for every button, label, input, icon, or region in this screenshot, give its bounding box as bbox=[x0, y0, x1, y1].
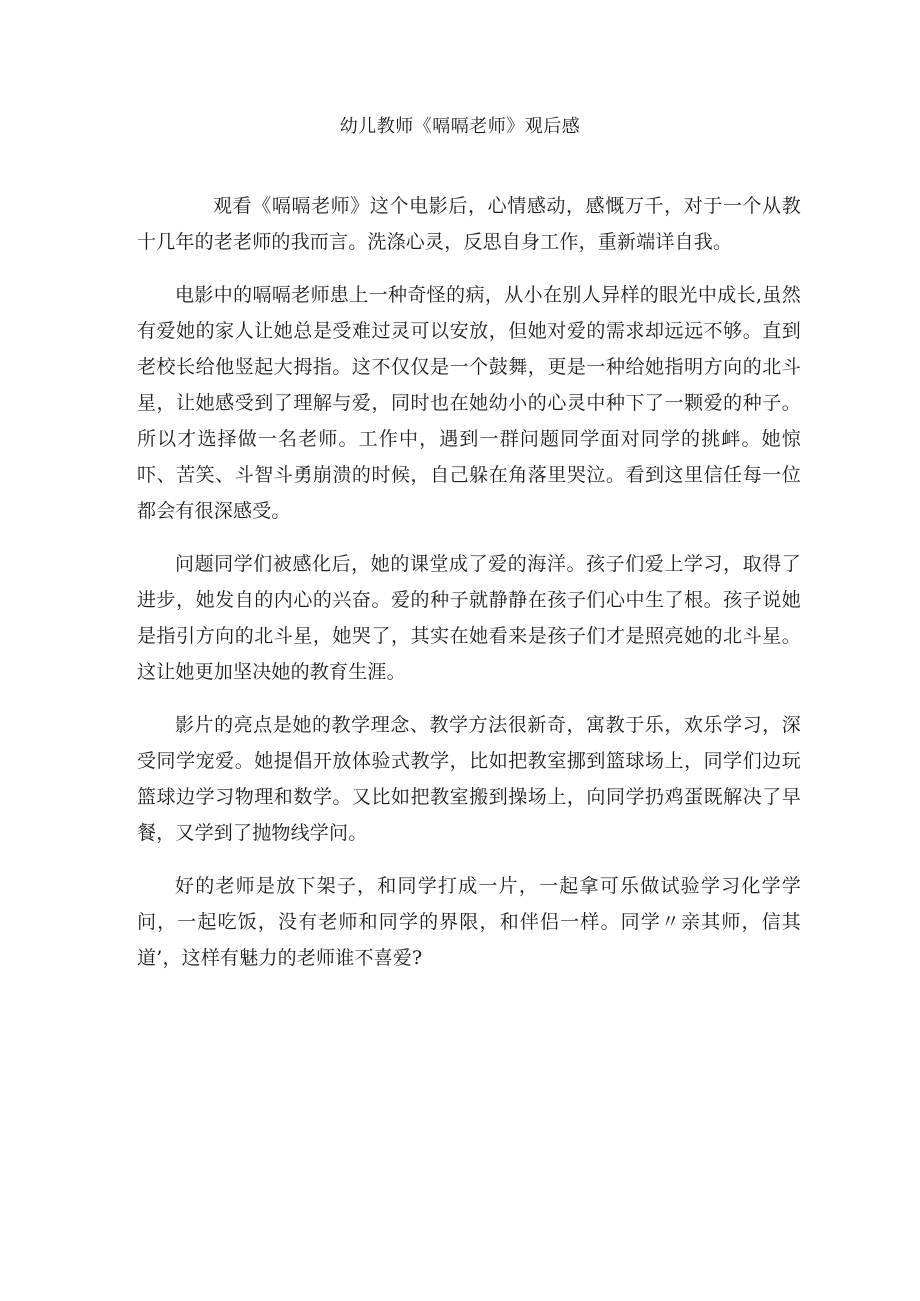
paragraph-1: 观看《嗝嗝老师》这个电影后，心情感动，感慨万千，对于一个从教十几年的老老师的我而言。洗涤心灵，反思自身工作，重新端详自我。 bbox=[137, 195, 801, 253]
paragraph-4: 影片的亮点是她的教学理念、教学方法很新奇，寓教于乐，欢乐学习，深受同学宠爱。她提倡开放体验式教学，比如把教室挪到篮球场上，同学们边玩篮球边学习物理和数学。又比如把教室搬到操场上，向同学扔鸡蛋既解决了早餐，又学到了抛物线学问。 bbox=[137, 714, 801, 844]
document-body bbox=[137, 188, 801, 993]
paragraph-2: 电影中的嗝嗝老师患上一种奇怪的病，从小在别人异样的眼光中成长,虽然有爱她的家人让她总是受难过灵可以安放，但她对爱的需求却远远不够。直到老校长给他竖起大拇指。这不仅仅是一个鼓舞，更是一种给她指明方向的北斗星，让她感受到了理解与爱，同时也在她幼小的心灵中种下了一颗爱的种子。所以才选择做一名老师。工作中，遇到一群问题同学面对同学的挑衅。她惊吓、苦笑、斗智斗勇崩溃的时候，自己躲在角落里哭泣。看到这里信任每一位都会有很深感受。 bbox=[137, 284, 801, 522]
document-title: 幼儿教师《嗝嗝老师》观后感 bbox=[339, 116, 581, 137]
paragraph-5: 好的老师是放下架子，和同学打成一片，一起拿可乐做试验学习化学学问，一起吃饭，没有老师和同学的界限，和伴侣一样。同学〃亲其师，信其道’，这样有魅力的老师谁不喜爱? bbox=[137, 875, 801, 969]
paragraph-3: 问题同学们被感化后，她的课堂成了爱的海洋。孩子们爱上学习，取得了进步，她发自的内心的兴奋。爱的种子就静静在孩子们心中生了根。孩子说她是指引方向的北斗星，她哭了，其实在她看来是孩子们才是照亮她的北斗星。这让她更加坚决她的教育生涯。 bbox=[137, 553, 801, 683]
